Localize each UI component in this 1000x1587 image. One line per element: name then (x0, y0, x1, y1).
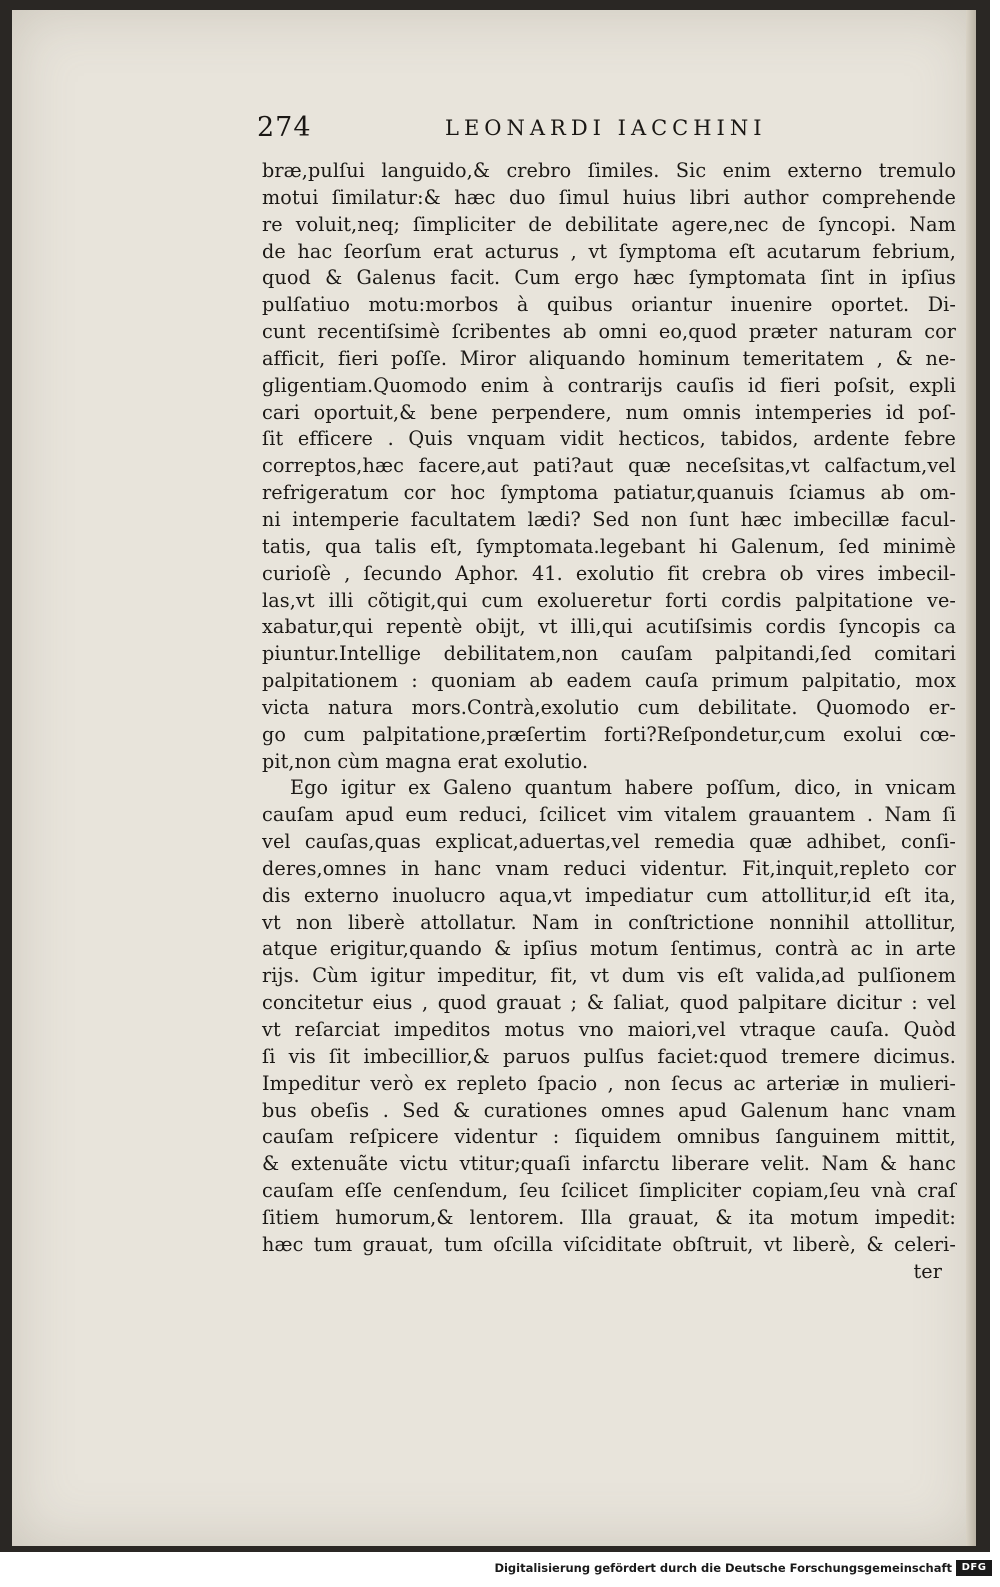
text-line: re voluit,neq; ſimpliciter de debilitate agere,nec de ſyncopi. Nam (262, 212, 956, 236)
text-line: cauſam eſſe cenſendum, ſeu ſcilicet ſimpliciter copiam,ſeu vnà craſ (262, 1179, 956, 1203)
text-line: xabatur,qui repentè obijt, vt illi,qui acutiſsimis cordis ſyncopis ca (262, 615, 956, 639)
text-line: dis externo inuolucro aqua,vt impediatur cum attollitur,id eſt ita, (262, 883, 956, 907)
text-line: hæc tum grauat, tum oſcilla viſciditate obſtruit, vt liberè, & celeri- (262, 1232, 956, 1256)
text-line: curioſè , ſecundo Aphor. 41. exolutio fit crebra ob vires imbecil- (262, 561, 956, 585)
paragraph-end-line: pit,non cùm magna erat exolutio. (262, 749, 589, 773)
text-line: rijs. Cùm igitur impeditur, fit, vt dum vis eſt valida,ad pulſionem (262, 964, 956, 988)
text-line: vt non liberè attollatur. Nam in conſtrictione nonnihil attollitur, (262, 910, 956, 934)
running-head (257, 112, 957, 156)
text-line: motui ſimilatur:& hæc duo ſimul huius libri author comprehende (262, 185, 956, 209)
funding-note: Digitalisierung gefördert durch die Deutsche Forschungsgemeinschaft (494, 1561, 952, 1575)
text-line: cauſam reſpicere videntur : ſiquidem omnibus ſanguinem mittit, (262, 1125, 956, 1149)
text-line: ni intemperie facultatem lædi? Sed non ſunt hæc imbecillæ facul- (262, 507, 956, 531)
text-line: & extenuãte victu vtitur;quaſi infarctu liberare velit. Nam & hanc (262, 1152, 956, 1176)
text-line: victa natura mors.Contrà,exolutio cum debilitate. Quomodo er- (262, 695, 956, 719)
dfg-logo: DFG (956, 1560, 992, 1576)
text-line: piuntur.Intellige debilitatem,non cauſam palpitandi,ſed comitari (262, 642, 956, 666)
text-line: bus obeſis . Sed & curationes omnes apud Galenum hanc vnam (262, 1098, 956, 1122)
text-line: cari oportuit,& bene perpendere, num omnis intemperies id poſ- (262, 400, 956, 424)
running-title: LEONARDI IACCHINI (445, 116, 767, 140)
text-line: quod & Galenus facit. Cum ergo hæc ſymptomata ſint in ipſius (262, 266, 956, 290)
paragraph-start-line: Ego igitur ex Galeno quantum habere poſſum, dico, in vnicam (290, 776, 956, 800)
footer-bar (0, 1552, 1000, 1587)
page-edge (966, 10, 976, 1546)
text-line: tatis, qua talis eſt, ſymptomata.legebant hi Galenum, ſed minimè (262, 534, 956, 558)
text-line: go cum palpitatione,præſertim forti?Reſpondetur,cum exolui cœ- (262, 722, 956, 746)
catchword: ter (913, 1259, 942, 1283)
text-line: vel cauſas,quas explicat,aduertas,vel remedia quæ adhibet, conſi- (262, 830, 956, 854)
text-line: de hac ſeorſum erat acturus , vt ſymptoma eſt acutarum febrium, (262, 239, 956, 263)
text-line: palpitationem : quoniam ab eadem cauſa primum palpitatio, mox (262, 669, 956, 693)
text-line: ſitiem humorum,& lentorem. Illa grauat, & ita motum impedit: (262, 1205, 956, 1229)
page-number: 274 (257, 112, 312, 143)
text-line: ſit efficere . Quis vnquam vidit hecticos, tabidos, ardente febre (262, 427, 956, 451)
text-line: ſi vis ſit imbecillior,& paruos pulſus faciet:quod tremere dicimus. (262, 1044, 956, 1068)
text-line: vt reſarciat impeditos motus vno maiori,vel vtraque cauſa. Quòd (262, 1018, 956, 1041)
text-line: Impeditur verò ex repleto ſpacio , non ſecus ac arteriæ in mulieri- (262, 1071, 956, 1095)
text-line: deres,omnes in hanc vnam reduci videntur. Fit,inquit,repleto cor (262, 856, 956, 880)
text-line: atque erigitur,quando & ipſius motum ſentimus, contrà ac in arte (262, 937, 956, 961)
text-line: concitetur eius , quod grauat ; & ſaliat, quod palpitare dicitur : vel (262, 991, 956, 1015)
text-line: afficit, fieri poſſe. Miror aliquando hominum temeritatem , & ne- (262, 346, 956, 370)
text-line: bræ,pulſui languido,& crebro ſimiles. Sic enim externo tremulo (262, 159, 956, 182)
text-line: cauſam apud eum reduci, ſcilicet vim vitalem grauantem . Nam ſi (262, 803, 956, 827)
body-text (262, 158, 956, 1285)
text-line: pulſatiuo motu:morbos à quibus oriantur inuenire oportet. Di- (262, 293, 956, 317)
text-line: gligentiam.Quomodo enim à contrarijs cauſis id fieri poſsit, expli (262, 373, 956, 397)
text-line: las,vt illi cõtigit,qui cum exolueretur forti cordis palpitatione ve- (262, 588, 956, 612)
text-line: correptos,hæc facere,aut pati?aut quæ neceſsitas,vt calfactum,vel (262, 454, 956, 478)
text-line: cunt recentiſsimè ſcribentes ab omni eo,quod præter naturam cor (262, 320, 956, 344)
text-line: refrigeratum cor hoc ſymptoma patiatur,quanuis ſciamus ab om- (262, 481, 956, 505)
